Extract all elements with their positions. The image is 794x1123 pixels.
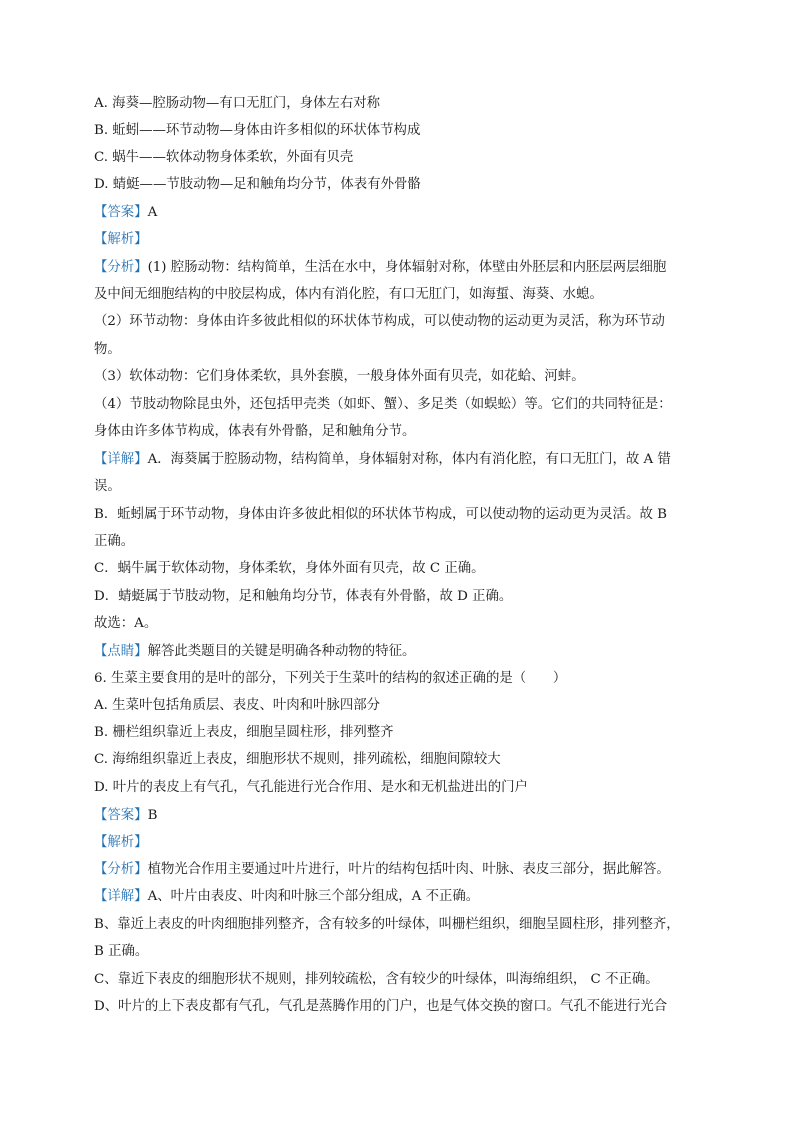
q5-analysis-line: 【分析】(1) 腔肠动物：结构简单，生活在水中，身体辐射对称，体壁由外胚层和内胚层两层细胞 [94, 260, 667, 275]
q5-analysis-tag: 【解析】 [94, 232, 148, 247]
q5-analysis-line: （4）节肢动物除昆虫外，还包括甲壳类（如虾、蟹）、多足类（如蜈蚣）等。它们的共同特征是： [94, 397, 672, 412]
q5-detail-line: D．蜻蜓属于节肢动物，足和触角均分节，体表有外骨骼，故 D 正确。 [94, 589, 513, 604]
answer-value: A [147, 205, 158, 220]
q6-detail-line: D、叶片的上下表皮都有气孔，气孔是蒸腾作用的门户，也是气体交换的窗口。气孔不能进行光合 [94, 999, 668, 1014]
q6-analysis-line: 【分析】植物光合作用主要通过叶片进行，叶片的结构包括叶肉、叶脉、表皮三部分，据此解答。 [94, 862, 670, 877]
q6-answer [94, 806, 704, 826]
q5-detail-line: 正确。 [94, 534, 135, 549]
q5-analysis-line: （2）环节动物：身体由许多彼此相似的环状体节构成，可以使动物的运动更为灵活，称为环节动 [94, 314, 665, 329]
q6-analysis-tag: 【解析】 [94, 835, 148, 850]
q5-analysis-line: 及中间无细胞结构的中胶层构成，体内有消化腔，有口无肛门，如海蜇、海葵、水螅。 [94, 287, 603, 302]
q6-option-a: A. 生菜叶包括角质层、表皮、叶肉和叶脉四部分 [94, 698, 380, 713]
answer-value: B [147, 808, 158, 823]
answer-tag: 【答案】 [94, 808, 148, 823]
q6-detail-line: B 正确。 [94, 944, 149, 959]
q5-answer [94, 203, 704, 223]
q6-option-c: C. 海绵组织靠近上表皮，细胞形状不规则，排列疏松，细胞间隙较大 [94, 752, 501, 767]
q6-detail-line: C、靠近下表皮的细胞形状不规则，排列较疏松，含有较少的叶绿体，叫海绵组织， C 不正确。 [94, 972, 659, 987]
q5-analysis-line: （3）软体动物：它们身体柔软，具外套膜，一般身体外面有贝壳，如花蛤、河蚌。 [94, 369, 585, 384]
q5-detail-line: C．蜗牛属于软体动物，身体柔软，身体外面有贝壳，故 C 正确。 [94, 561, 485, 576]
q5-analysis-line: 物。 [94, 342, 121, 357]
q6-option-b: B. 栅栏组织靠近上表皮，细胞呈圆柱形，排列整齐 [94, 725, 394, 740]
q5-analysis-line: 身体由许多体节构成，体表有外骨骼，足和触角分节。 [94, 424, 416, 439]
q5-option-d: D. 蜻蜓——节肢动物—足和触角均分节，体表有外骨骼 [94, 177, 421, 192]
q5-choice-line: 故选：A。 [94, 616, 158, 631]
q6-detail-line: B、靠近上表皮的叶肉细胞排列整齐，含有较多的叶绿体，叫栅栏组织，细胞呈圆柱形，排列整齐， [94, 917, 680, 932]
q6-stem: 6. 生菜主要食用的是叶的部分，下列关于生菜叶的结构的叙述正确的是（ ） [94, 671, 567, 686]
q5-detail-line: B．蚯蚓属于环节动物，身体由许多彼此相似的环状体节构成，可以使动物的运动更为灵活。故 B [94, 507, 667, 522]
q5-option-b: B. 蚯蚓——环节动物—身体由许多相似的环状体节构成 [94, 123, 421, 138]
q5-option-a: A. 海葵—腔肠动物—有口无肛门，身体左右对称 [94, 96, 380, 111]
q5-tip-line: 【点睛】解答此类题目的关键是明确各种动物的特征。 [94, 644, 416, 659]
q5-option-c: C. 蜗牛——软体动物身体柔软，外面有贝壳 [94, 150, 354, 165]
q5-detail-line: 【详解】A．海葵属于腔肠动物，结构简单，身体辐射对称，体内有消化腔，有口无肛门，故 A 错 [94, 452, 671, 467]
q5-detail-line: 误。 [94, 479, 121, 494]
answer-tag: 【答案】 [94, 205, 148, 220]
q6-option-d: D. 叶片的表皮上有气孔，气孔能进行光合作用、是水和无机盐进出的门户 [94, 780, 528, 795]
q6-detail-line: 【详解】A、叶片由表皮、叶肉和叶脉三个部分组成，A 不正确。 [94, 889, 480, 904]
